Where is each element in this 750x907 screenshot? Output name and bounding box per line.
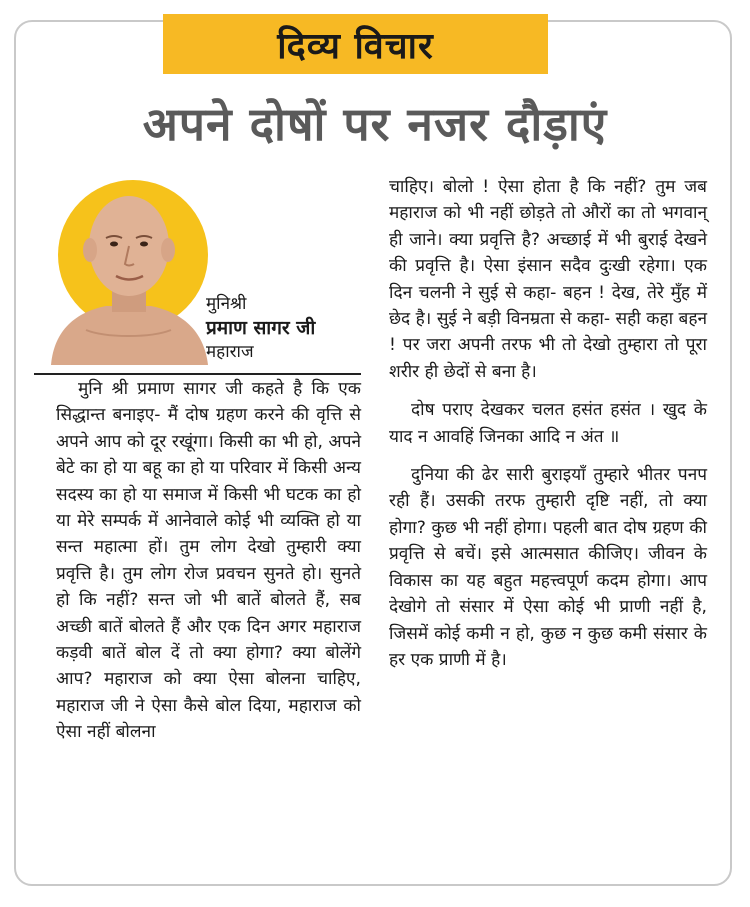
body-paragraph: मुनि श्री प्रमाण सागर जी कहते है कि एक सिद्धान्त बनाइए- मैं दोष ग्रहण करने की वृत्ति से अपने आप को दूर रखूंगा। किसी का भी हो, अपने बेटे का हो या बहू का हो या परिवार में किसी अन्य सदस्य का हो या समाज में किसी भी घटक का हो या मेरे सम्पर्क में आनेवाले कोई भी व्यक्ति हो या सन्त महात्मा हों। तुम लोग देखो तुम्हारी क्या प्रवृत्ति है। तुम लोग रोज प्रवचन सुनते हो। सुनते हो कि नहीं? सन्त जो भी बातें बोलते हैं, सब अच्छी बातें बोलते हैं और एक दिन अगर महाराज कड़वी बातें बोल दें तो क्या होगा? क्या बोलेंगे आप? महाराज को क्या ऐसा बोलना चाहिए, महाराज जी ने ऐसा कैसे बोल दिया, महाराज को ऐसा नहीं बोलना bbox=[56, 379, 361, 743]
author-prefix: मुनिश्री bbox=[206, 294, 247, 314]
body-paragraph: दुनिया की ढेर सारी बुराइयाँ तुम्हारे भीतर पनप रही हैं। उसकी तरफ तुम्हारी दृष्टि नहीं, तो क्या होगा? कुछ भी नहीं होगा। पहली बात दोष ग्रहण की प्रवृत्ति से बचें। इसे आत्मसात कीजिए। जीवन के विकास का यह बहुत महत्त्वपूर्ण कदम होगा। आप देखोगे तो संसार में ऐसा कोई भी प्राणी नहीं है, जिसमें कोई कमी न हो, कुछ न कुछ कमी संसार के हर एक प्राणी में है। bbox=[389, 465, 707, 670]
column-divider-rule bbox=[34, 373, 361, 375]
couplet: दोष पराए देखकर चलत हसंत हसंत । खुद के याद न आवहिं जिनका आदि न अंत ॥ bbox=[389, 400, 707, 447]
section-banner bbox=[163, 14, 548, 74]
section-label: दिव्य विचार bbox=[277, 25, 434, 67]
author-suffix: महाराज bbox=[206, 342, 254, 362]
headline: अपने दोषों पर नजर दौड़ाएं bbox=[142, 97, 608, 151]
left-column bbox=[56, 376, 361, 746]
right-column bbox=[389, 174, 707, 673]
author-name: प्रमाण सागर जी bbox=[206, 317, 316, 339]
author-byline bbox=[206, 292, 315, 364]
author-portrait bbox=[46, 180, 211, 365]
body-paragraph: चाहिए। बोलो ! ऐसा होता है कि नहीं? तुम जब महाराज को भी नहीं छोड़ते तो औरों का तो भगवान् ही जाने। क्या प्रवृत्ति है? अच्छाई में भी बुराई देखने की प्रवृत्ति है। ऐसा इंसान सदैव दुःखी रहेगा। एक दिन चलनी ने सुई से कहा- बहन ! देख, तेरे मुँह में छेद है। सुई ने बड़ी विनम्रता से कहा- सही कहा बहन ! पर जरा अपनी तरफ भी तो देखो तुम्हारा तो पूरा शरीर ही छेदों से बना है। bbox=[389, 177, 707, 382]
